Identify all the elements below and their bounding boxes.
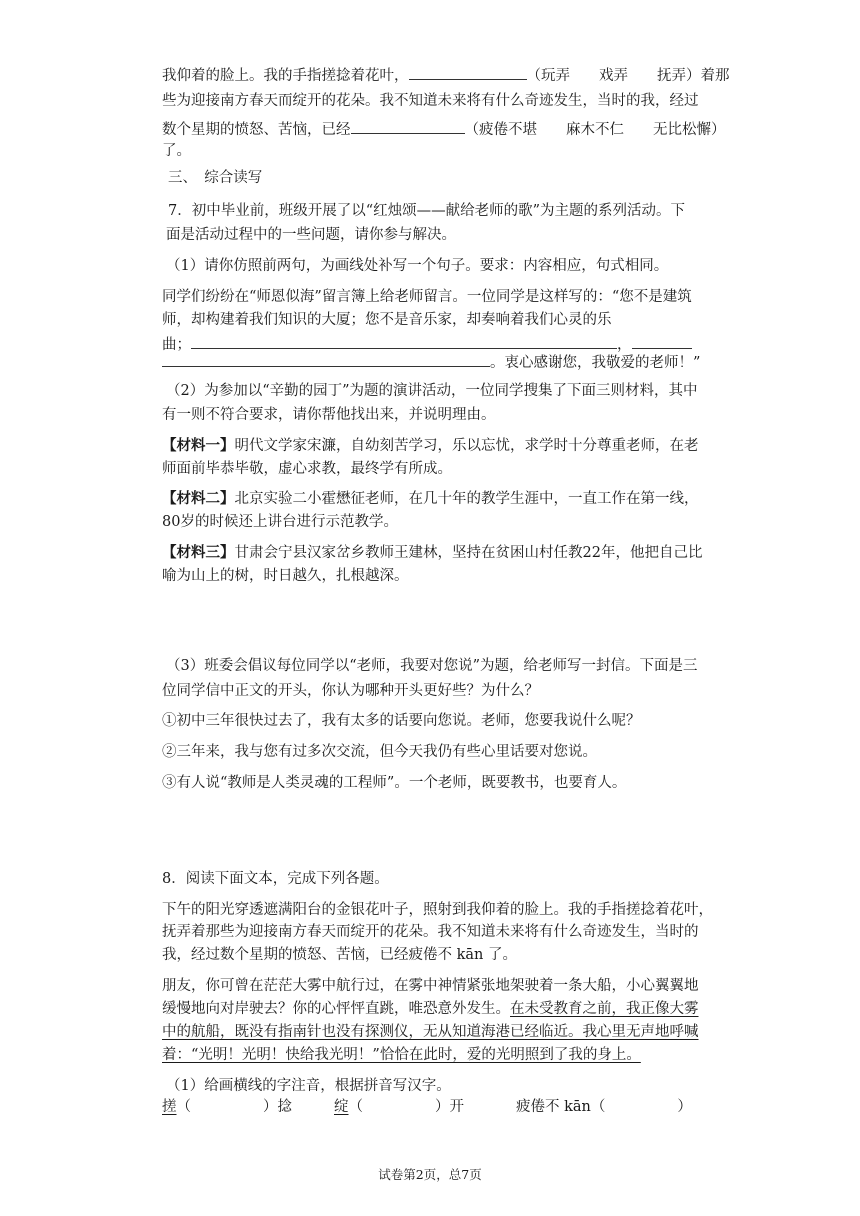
text-segment: ） xyxy=(677,1099,692,1115)
answer-blank[interactable] xyxy=(191,332,617,349)
section-title: 三、 综合读写 xyxy=(168,170,263,186)
text-line: 有一则不符合要求，请你帮他找出来，并说明理由。 xyxy=(162,407,496,423)
text-segment: 数个星期的愤怒、苦恼，已经 xyxy=(162,122,351,138)
text-segment: 北京实验二小霍懋征老师，在几十年的教学生涯中，一直工作在第一线， xyxy=(234,491,699,507)
underlined-text: 在未受教育之前，我正像大雾 xyxy=(510,1001,699,1017)
underlined-text: 中的航船，既没有指南针也没有探测仪，无从知道海港已经临近。我心里无声地呼喊 xyxy=(162,1024,699,1040)
text-segment: ， xyxy=(617,337,632,353)
text-line: 些为迎接南方春天而绽开的花朵。我不知道未来将有什么奇迹发生，当时的我，经过 xyxy=(162,93,699,109)
text-line: 了。 xyxy=(162,143,191,159)
answer-blank[interactable] xyxy=(632,332,692,349)
pinyin-item-1 xyxy=(162,1097,292,1117)
subquestion-3: （3）班委会倡议每位同学以“老师，我要对您说”为题，给老师写一封信。下面是三 xyxy=(166,658,698,674)
material-1 xyxy=(162,436,699,456)
text-line: 喻为山上的树，时日越久，扎根越深。 xyxy=(162,568,409,584)
subquestion-2: （2）为参加以“辛勤的园丁”为题的演讲活动，一位同学搜集了下面三则材料，其中 xyxy=(166,383,698,399)
answer-blank[interactable] xyxy=(351,117,465,134)
question-7-stem: 7．初中毕业前，班级开展了以“红烛颂——献给老师的歌”为主题的系列活动。下 xyxy=(168,203,686,219)
option-1: ①初中三年很快过去了，我有太多的话要向您说。老师，您要我说什么呢？ xyxy=(162,713,641,729)
text-segment: ）捻 xyxy=(263,1099,292,1115)
text-line: 师，却构建着我们知识的大厦；您不是音乐家，却奏响着我们心灵的乐 xyxy=(162,312,612,328)
text-line: 同学们纷纷在“师恩似海”留言簿上给老师留言。一位同学是这样写的：“您不是建筑 xyxy=(162,289,692,305)
question-8-stem: 8．阅读下面文本，完成下列各题。 xyxy=(162,871,389,887)
page-footer: 试卷第2页，总7页 xyxy=(378,1167,482,1182)
word-choices: （疲倦不堪 麻木不仁 无比松懈） xyxy=(464,122,726,138)
question-7-stem: 面是活动过程中的一些问题，请你参与解决。 xyxy=(166,227,456,243)
answer-blank[interactable] xyxy=(409,63,527,80)
material-3 xyxy=(162,543,702,563)
pinyin-item-3 xyxy=(516,1097,692,1117)
text-segment: 曲； xyxy=(162,337,191,353)
underlined-char: 搓 xyxy=(162,1099,177,1115)
text-segment: 缓慢地向对岸驶去？你的心怦怦直跳，唯恐意外发生。 xyxy=(162,1001,510,1017)
text-segment: （ xyxy=(348,1099,363,1115)
text-segment: 。衷心感谢您，我敬爱的老师！” xyxy=(490,355,701,371)
subquestion-1: （1）请你仿照前两句，为画线处补写一个句子。要求：内容相应，句式相同。 xyxy=(166,258,669,274)
material-label: 【材料二】 xyxy=(162,490,235,507)
material-2 xyxy=(162,489,699,509)
text-line xyxy=(162,999,699,1019)
text-line: 位同学信中正文的开头，你认为哪种开头更好些？为什么？ xyxy=(162,683,539,699)
underlined-text: 着：“光明！光明！快给我光明！”恰恰在此时，爱的光明照到了我的身上。 xyxy=(162,1047,641,1063)
text-line: 朋友，你可曾在茫茫大雾中航行过，在雾中神情紧张地架驶着一条大船，小心翼翼地 xyxy=(162,978,699,994)
text-line: 我，经过数个星期的愤怒、苦恼，已经疲倦不 kān 了。 xyxy=(162,947,517,963)
text-segment: 疲倦不 kān（ xyxy=(516,1099,606,1115)
option-3: ③有人说“教师是人类灵魂的工程师”。一个老师，既要教书，也要育人。 xyxy=(162,775,627,791)
answer-blank[interactable] xyxy=(162,350,490,367)
text-line xyxy=(162,63,730,86)
text-line xyxy=(162,350,700,373)
text-line: 抚弄着那些为迎接南方春天而绽开的花朵。我不知道未来将有什么奇迹发生，当时的 xyxy=(162,924,699,940)
subquestion-1: （1）给画横线的字注音，根据拼音写汉字。 xyxy=(166,1078,451,1094)
text-segment: 甘肃会宁县汉家岔乡教师王建林，坚持在贫困山村任教22年，他把自己比 xyxy=(234,545,703,561)
underlined-char: 绽 xyxy=(334,1099,349,1115)
text-segment: ）开 xyxy=(435,1099,464,1115)
pinyin-item-2 xyxy=(334,1097,464,1117)
text-line xyxy=(162,117,726,140)
material-label: 【材料一】 xyxy=(162,437,235,454)
text-segment: （ xyxy=(176,1099,191,1115)
word-choices: （玩弄 戏弄 抚弄）着那 xyxy=(526,68,730,84)
text-segment: 明代文学家宋濂，自幼刻苦学习，乐以忘忧，求学时十分尊重老师，在老 xyxy=(234,438,699,454)
text-line: 下午的阳光穿透遮满阳台的金银花叶子，照射到我仰着的脸上。我的手指搓捻着花叶， xyxy=(162,902,713,918)
option-2: ②三年来，我与您有过多次交流，但今天我仍有些心里话要对您说。 xyxy=(162,744,597,760)
text-line: 师面前毕恭毕敬，虚心求教，最终学有所成。 xyxy=(162,461,452,477)
material-label: 【材料三】 xyxy=(162,544,235,561)
text-segment: 我仰着的脸上。我的手指搓捻着花叶， xyxy=(162,68,409,84)
text-line: 80岁的时候还上讲台进行示范教学。 xyxy=(162,514,398,530)
